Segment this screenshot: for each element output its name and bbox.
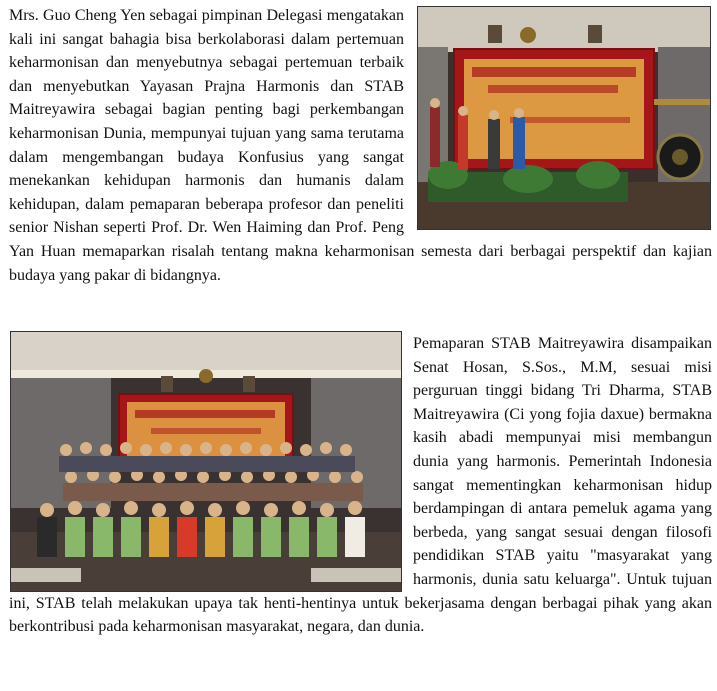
paragraph-1-text: Mrs. Guo Cheng Yen sebagai pimpinan Delegasi mengatakan kali ini sangat bahagia bisa berkolaborasi dalam pertemuan keharmonisan dan menyebutnya sebagai pertemuan terbaik dan menyebutkan Yayasan Prajna Harmonis dan STAB Maitreyawira sebagai bagian penting bagi perkembangan keharmonisan Dunia, mempunyai tujuan yang sama terutama dalam mengembangan budaya Konfusius yang sangat menekankan kehidupan harmonis dan humanis dalam kehidupan, dalam pemaparan beberapa profesor dan peneliti senior Nishan seperti Prof. Dr. Wen Haiming dan Prof. Peng Yan Huan memaparkan risalah tentang makna keharmonisan semesta dari berbagai perspektif dan kajian budaya yang pakar di bidangnya. [9,7,712,284]
group-photo [10,331,402,592]
paragraph-2-text: Pemaparan STAB Maitreyawira disampaikan Senat Hosan, S.Sos., M.M, sesuai misi perguruan tinggi bidang Tri Dharma, STAB Maitreyawira (Ci yong fojia daxue) bermakna kasih abadi mempunyai misi membangun dunia yang harmonis. Pemerintah Indonesia sangat mementingkan keharmonisan hidup berdampingan di antara pemeluk agama yang berbeda, yang sangat sesuai dengan filosofi pendidikan STAB yaitu "masyarakat yang harmonis, dunia satu keluarga". Untuk tujuan ini, STAB telah melakukan upaya tak henti-hentinya untuk bekerjasama dengan berbagai pihak yang akan berkontribusi pada keharmonisan masyarakat, negara, dan dunia. [9,335,712,636]
ceremony-stage-photo [417,6,711,230]
